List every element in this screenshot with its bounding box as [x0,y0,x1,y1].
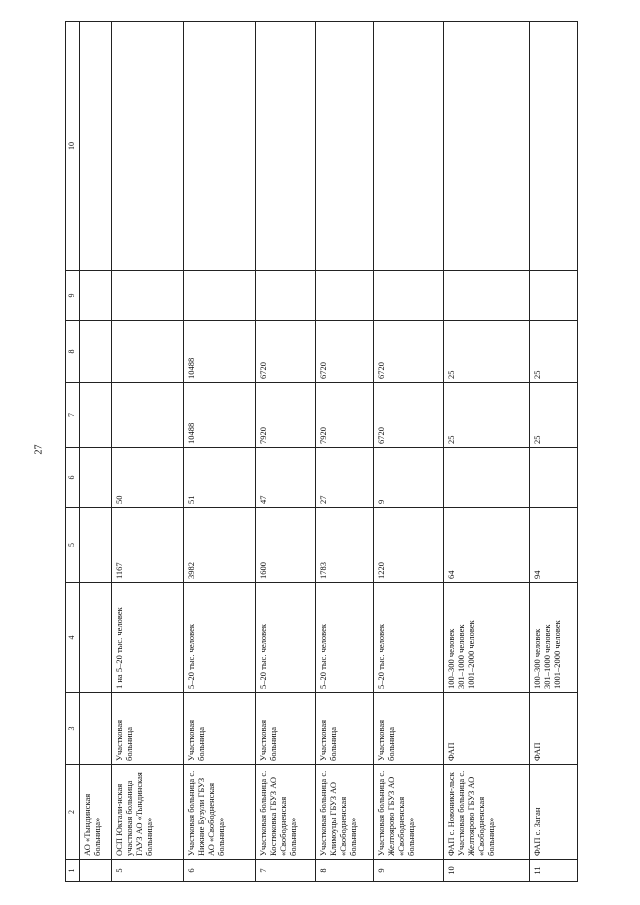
table-row [374,22,444,882]
table-cell: 5 [112,860,184,882]
table-cell [80,860,112,882]
table-cell [444,448,530,508]
table-cell: 6720 [374,383,444,448]
header-cell: 9 [66,271,80,321]
table-cell: 6720 [374,321,444,383]
table-cell [316,271,374,321]
table-cell: 25 [530,383,578,448]
table-cell: 50 [112,448,184,508]
table-cell: 5–20 тыс. человек [184,583,256,693]
table-cell: Участковая больница [374,693,444,765]
table-cell: 5–20 тыс. человек [256,583,316,693]
header-cell: 10 [66,22,80,271]
table-cell: 5–20 тыс. человек [316,583,374,693]
table-cell [530,448,578,508]
table-row [444,22,530,882]
table-cell [316,22,374,271]
table-cell: 6720 [256,321,316,383]
table-cell: Участковая больница [256,693,316,765]
table-cell: 47 [256,448,316,508]
table-cell [80,583,112,693]
table-cell: ФАП с. Заган [530,765,578,860]
table-cell: 7920 [316,383,374,448]
table-cell: 1783 [316,508,374,583]
table-cell: 27 [316,448,374,508]
table-cell [80,448,112,508]
table-row [256,22,316,882]
table-cell: 9 [374,448,444,508]
table-cell: 1220 [374,508,444,583]
rotated-table-wrapper [65,22,575,882]
table-row [80,22,112,882]
table-cell: 94 [530,508,578,583]
table-cell [80,693,112,765]
table-cell: Участковая больница с. Желтоярово ГБУЗ АО «Свободненская больница» [374,765,444,860]
data-table [65,21,578,882]
table-cell [80,22,112,271]
table-cell [444,271,530,321]
table-cell: Участковая больница с. Нижние Бузули ГБУЗ АО «Свободненская больница» [184,765,256,860]
table-cell [184,271,256,321]
table-cell [112,22,184,271]
header-cell: 5 [66,508,80,583]
table-cell: 25 [530,321,578,383]
table-cell: 7920 [256,383,316,448]
table-cell: 6720 [316,321,374,383]
table-cell [184,22,256,271]
table-cell: АО «Тындинская больница» [80,765,112,860]
header-cell: 6 [66,448,80,508]
header-row [66,22,80,882]
table-cell: 10488 [184,383,256,448]
header-cell: 7 [66,383,80,448]
table-cell: 10488 [184,321,256,383]
table-cell [112,383,184,448]
header-cell: 1 [66,860,80,882]
table-cell [112,321,184,383]
table-cell: 8 [316,860,374,882]
table-cell [80,271,112,321]
table-cell [80,383,112,448]
table-cell: ФАП с. Новоники-льск Участковая больница с. Желтоярово ГБУЗ АО «Свободненская больница» [444,765,530,860]
table-cell: ФАП [444,693,530,765]
table-cell: Участковая больница с. Костюковка ГБУЗ АО «Свободненская больница» [256,765,316,860]
table-cell: 5–20 тыс. человек [374,583,444,693]
header-cell: 2 [66,765,80,860]
table-cell: 51 [184,448,256,508]
table-cell [256,271,316,321]
table-cell [374,271,444,321]
table-row [184,22,256,882]
table-cell [80,508,112,583]
table-cell [530,22,578,271]
table-cell: 1600 [256,508,316,583]
table-cell: 64 [444,508,530,583]
table-cell: Участковая больница [316,693,374,765]
table-cell [256,22,316,271]
table-cell: 25 [444,383,530,448]
table-cell: 100–300 человек 301–1000 человек 1001–2000 человек [530,583,578,693]
table-cell: 3982 [184,508,256,583]
header-cell: 8 [66,321,80,383]
header-cell: 3 [66,693,80,765]
table-row [530,22,578,882]
table-cell: 100–300 человек 301–1000 человек 1001–2000 человек [444,583,530,693]
table-row [316,22,374,882]
table-cell [530,271,578,321]
table-cell: 1 на 5–20 тыс. человек [112,583,184,693]
table-cell: 9 [374,860,444,882]
page-number: 27 [33,444,45,455]
table-cell: ОСП Юктали-нская участковая больница ГАУЗ АО «Тындинская больница» [112,765,184,860]
table-cell [80,321,112,383]
header-cell: 4 [66,583,80,693]
table-cell: Участковая больница [112,693,184,765]
table-cell [112,271,184,321]
table-cell: 25 [444,321,530,383]
table-cell: 10 [444,860,530,882]
table-cell: Участковая больница с. Климоуцы ГБУЗ АО «Свободненская больница» [316,765,374,860]
table-row [112,22,184,882]
table-cell: 6 [184,860,256,882]
table-cell: ФАП [530,693,578,765]
table-cell: 11 [530,860,578,882]
table-cell [444,22,530,271]
table-cell [374,22,444,271]
table-cell: Участковая больница [184,693,256,765]
table-cell: 1167 [112,508,184,583]
table-cell: 7 [256,860,316,882]
